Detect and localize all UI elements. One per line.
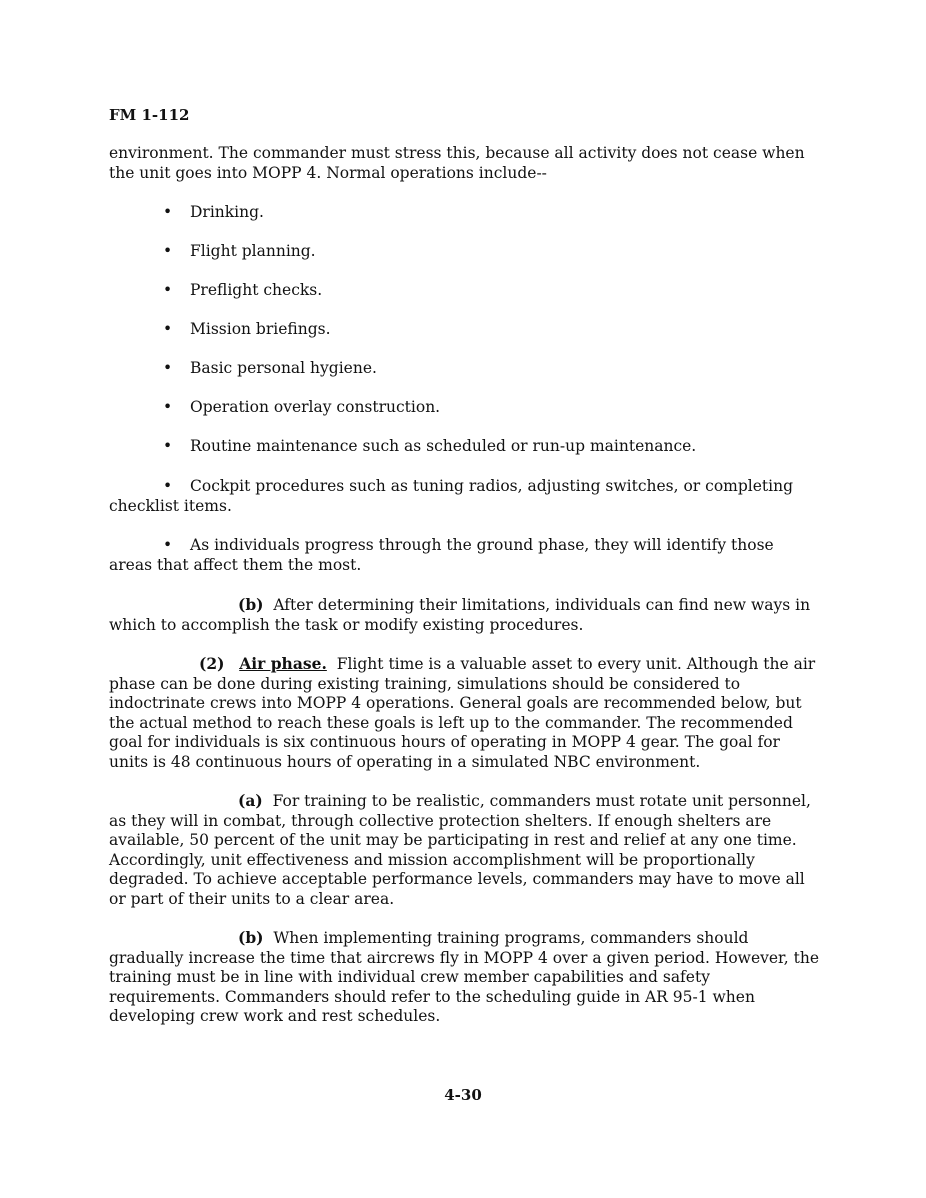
paragraph-title: Air phase.: [239, 654, 327, 673]
paragraph-text: Flight time is a valuable asset to every unit. Although the air phase can be done during existing training, simulations should be considered to indoctrinate crews into MOPP 4 operations. General goals are recommended below, but the actual method to reach these goals is left up to the commander. The recommended goal for individuals is six continuous hours of operating in MOPP 4 gear. The goal for units is 48 continuous hours of operating in a simulated NBC environment.: [109, 655, 816, 771]
bullet-icon: •: [163, 398, 173, 416]
paragraph-label: (b): [238, 928, 264, 947]
bullet-item-flight-planning: [163, 242, 316, 262]
page-number: 4-30: [444, 1086, 482, 1104]
document-id-header: FM 1-112: [109, 106, 190, 124]
paragraph-a-training: [109, 791, 821, 909]
bullet-item-routine-maintenance: [163, 437, 696, 457]
paragraph-text: When implementing training programs, commanders should gradually increase the time that aircrews fly in MOPP 4 over a given period. However, the training must be in line with individual crew member capabilities and safety requirements. Commanders should refer to the scheduling guide in AR 95-1 when developing crew work and rest schedules.: [109, 929, 819, 1025]
bullet-item-personal-hygiene: [163, 359, 377, 379]
intro-paragraph: environment. The commander must stress this, because all activity does not cease when the unit goes into MOPP 4. Normal operations include--: [109, 144, 805, 182]
paragraph-b-limitations: [109, 595, 821, 635]
bullet-item-cockpit-procedures: [109, 477, 821, 516]
bullet-text: Cockpit procedures such as tuning radios, adjusting switches, or completing checklist items.: [109, 477, 793, 515]
bullet-item-drinking: [163, 203, 264, 223]
bullet-text: Operation overlay construction.: [190, 398, 441, 416]
bullet-text: Routine maintenance such as scheduled or run-up maintenance.: [190, 437, 697, 455]
bullet-text: Flight planning.: [190, 242, 316, 260]
bullet-icon: •: [163, 281, 173, 299]
bullet-text: Preflight checks.: [190, 281, 323, 299]
bullet-icon: •: [163, 359, 173, 377]
paragraph-2-air-phase: [109, 654, 821, 772]
paragraph-label: (b): [238, 595, 264, 614]
bullet-text: As individuals progress through the ground phase, they will identify those areas that affect them the most.: [109, 536, 774, 574]
bullet-item-preflight-checks: [163, 281, 322, 301]
bullet-item-ground-phase: [109, 536, 821, 575]
bullet-icon: •: [163, 477, 173, 495]
paragraph-label: (2): [199, 654, 225, 673]
paragraph-label: (a): [238, 791, 263, 810]
bullet-text: Drinking.: [190, 203, 264, 221]
bullet-text: Basic personal hygiene.: [190, 359, 377, 377]
bullet-icon: •: [163, 203, 173, 221]
bullet-icon: •: [163, 320, 173, 338]
paragraph-text: After determining their limitations, individuals can find new ways in which to accomplish the task or modify existing procedures.: [109, 596, 811, 634]
paragraph-text: For training to be realistic, commanders must rotate unit personnel, as they will in combat, through collective protection shelters. If enough shelters are available, 50 percent of the unit may be participating in rest and relief at any one time. Accordingly, unit effectiveness and mission accomplishment will be proportionally degraded. To achieve acceptable performance levels, commanders may have to move all or part of their units to a clear area.: [109, 792, 811, 908]
bullet-item-overlay-construction: [163, 398, 440, 418]
bullet-icon: •: [163, 437, 173, 455]
bullet-item-mission-briefings: [163, 320, 331, 340]
bullet-icon: •: [163, 536, 173, 554]
bullet-text: Mission briefings.: [190, 320, 331, 338]
paragraph-b-implementing: [109, 928, 821, 1027]
bullet-icon: •: [163, 242, 173, 260]
